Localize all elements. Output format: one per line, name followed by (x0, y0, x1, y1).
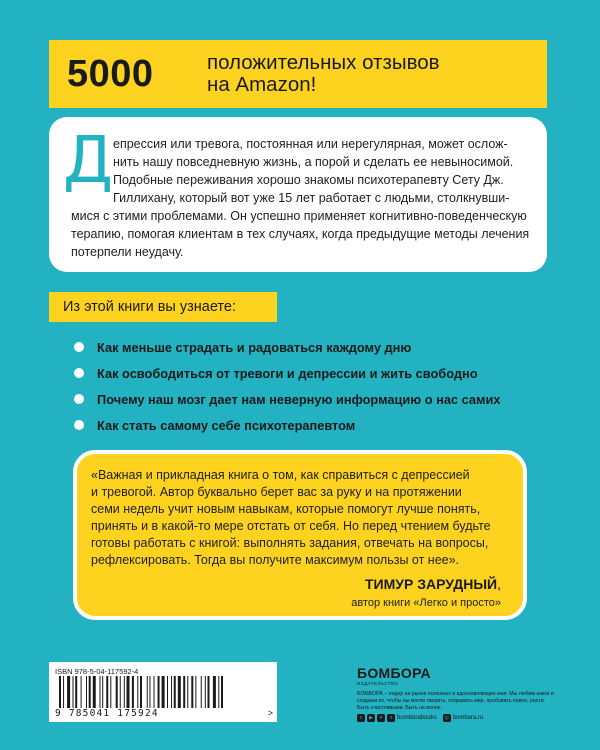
barcode-end-mark: > (267, 708, 273, 718)
isbn-label: ISBN 978-5-04-117592-4 (55, 667, 139, 676)
list-item-text: Почему наш мозг дает нам неверную информацию о нас самих (97, 391, 501, 407)
publisher-description: БОМБОРА – лидер на рынке полезных и вдохновляющих книг. Мы любим книги и создаем их, чтобы вы могли творить, открывать мир, пробовать новое, расти. Быть счастливыми. Быть на волне. (357, 691, 554, 711)
publisher-name: БОМБОРА (357, 665, 431, 681)
description-line: мися с этими проблемами. Он успешно применяет когнитивно-поведенческую (71, 209, 527, 223)
barcode-icon (59, 676, 267, 708)
list-item (74, 360, 554, 386)
author-comma: , (497, 576, 501, 592)
description-box (49, 117, 547, 272)
quote-line: и тревогой. Автор буквально берет вас за руку и на протяжении (91, 485, 462, 499)
amazon-banner (49, 40, 547, 108)
description-line: терапию, помогая клиентам в тех случаях, когда предыдущие методы лечения (71, 227, 530, 241)
description-line: Гиллихану, который вот уже 15 лет работает с людьми, столкнувши- (113, 191, 510, 205)
list-item (74, 412, 554, 438)
quote-author (365, 576, 501, 592)
barcode-digits: 9 785041 175924 (55, 708, 159, 719)
review-quote (73, 450, 527, 620)
bullet-dot-icon (74, 394, 84, 404)
publisher-site: bombora.ru (452, 715, 484, 721)
bullet-dot-icon (74, 420, 84, 430)
description-line: епрессия или тревога, постоянная или нерегулярная, может ослож- (113, 137, 508, 151)
list-item-text: Как стать самому себе психотерапевтом (97, 417, 356, 433)
author-name: ТИМУР ЗАРУДНЫЙ (365, 576, 498, 592)
list-item (74, 334, 554, 360)
social-handle: bomborabooks (397, 715, 437, 721)
description-line: потерпели неудачу. (71, 245, 184, 259)
quote-line: семи недель учит новым навыкам, которые помогут лучше понять, (91, 502, 481, 516)
banner-caption (207, 52, 440, 96)
description-line: Подобные переживания хорошо знакомы психотерапевту Сету Дж. (113, 173, 504, 187)
quote-line: рефлексировать. Тогда вы получите максимум пользы от нее». (91, 553, 460, 567)
barcode-panel (49, 662, 277, 722)
list-item-text: Как меньше страдать и радоваться каждому дню (97, 339, 412, 355)
publisher-logo (357, 666, 557, 686)
author-description: автор книги «Легко и просто» (351, 597, 501, 609)
publisher-social (357, 714, 483, 722)
telegram-icon: ✈ (378, 715, 384, 721)
publisher-subtitle: ИЗДАТЕЛЬСТВО (357, 681, 399, 686)
description-line: нить нашу повседневную жизнь, а порой и сделать ее невыносимой. (113, 155, 514, 169)
globe-icon: ◎ (444, 715, 449, 721)
list-item-text: Как освободиться от тревоги и депрессии и жить свободно (97, 365, 478, 381)
drop-cap: Д (63, 124, 113, 198)
review-count: 5000 (67, 52, 154, 95)
list-item (74, 386, 554, 412)
ok-icon: o (387, 714, 395, 722)
bullet-dot-icon (74, 342, 84, 352)
learn-heading: Из этой книги вы узнаете: (49, 292, 277, 322)
quote-line: «Важная и прикладная книга о том, как справиться с депрессией (91, 468, 470, 482)
quote-line: принять и в какой-то мере отстать от себя. Но перед чтением будьте (91, 519, 491, 533)
vk-icon: v (357, 714, 365, 722)
bullet-dot-icon (74, 368, 84, 378)
quote-line: готовы работать с книгой: выполнять задания, отвечать на вопросы, (91, 536, 489, 550)
youtube-icon: ▶ (367, 714, 375, 722)
learn-list (74, 334, 554, 438)
banner-line-1: положительных отзывов (207, 51, 440, 74)
banner-line-2: на Amazon! (207, 73, 317, 96)
